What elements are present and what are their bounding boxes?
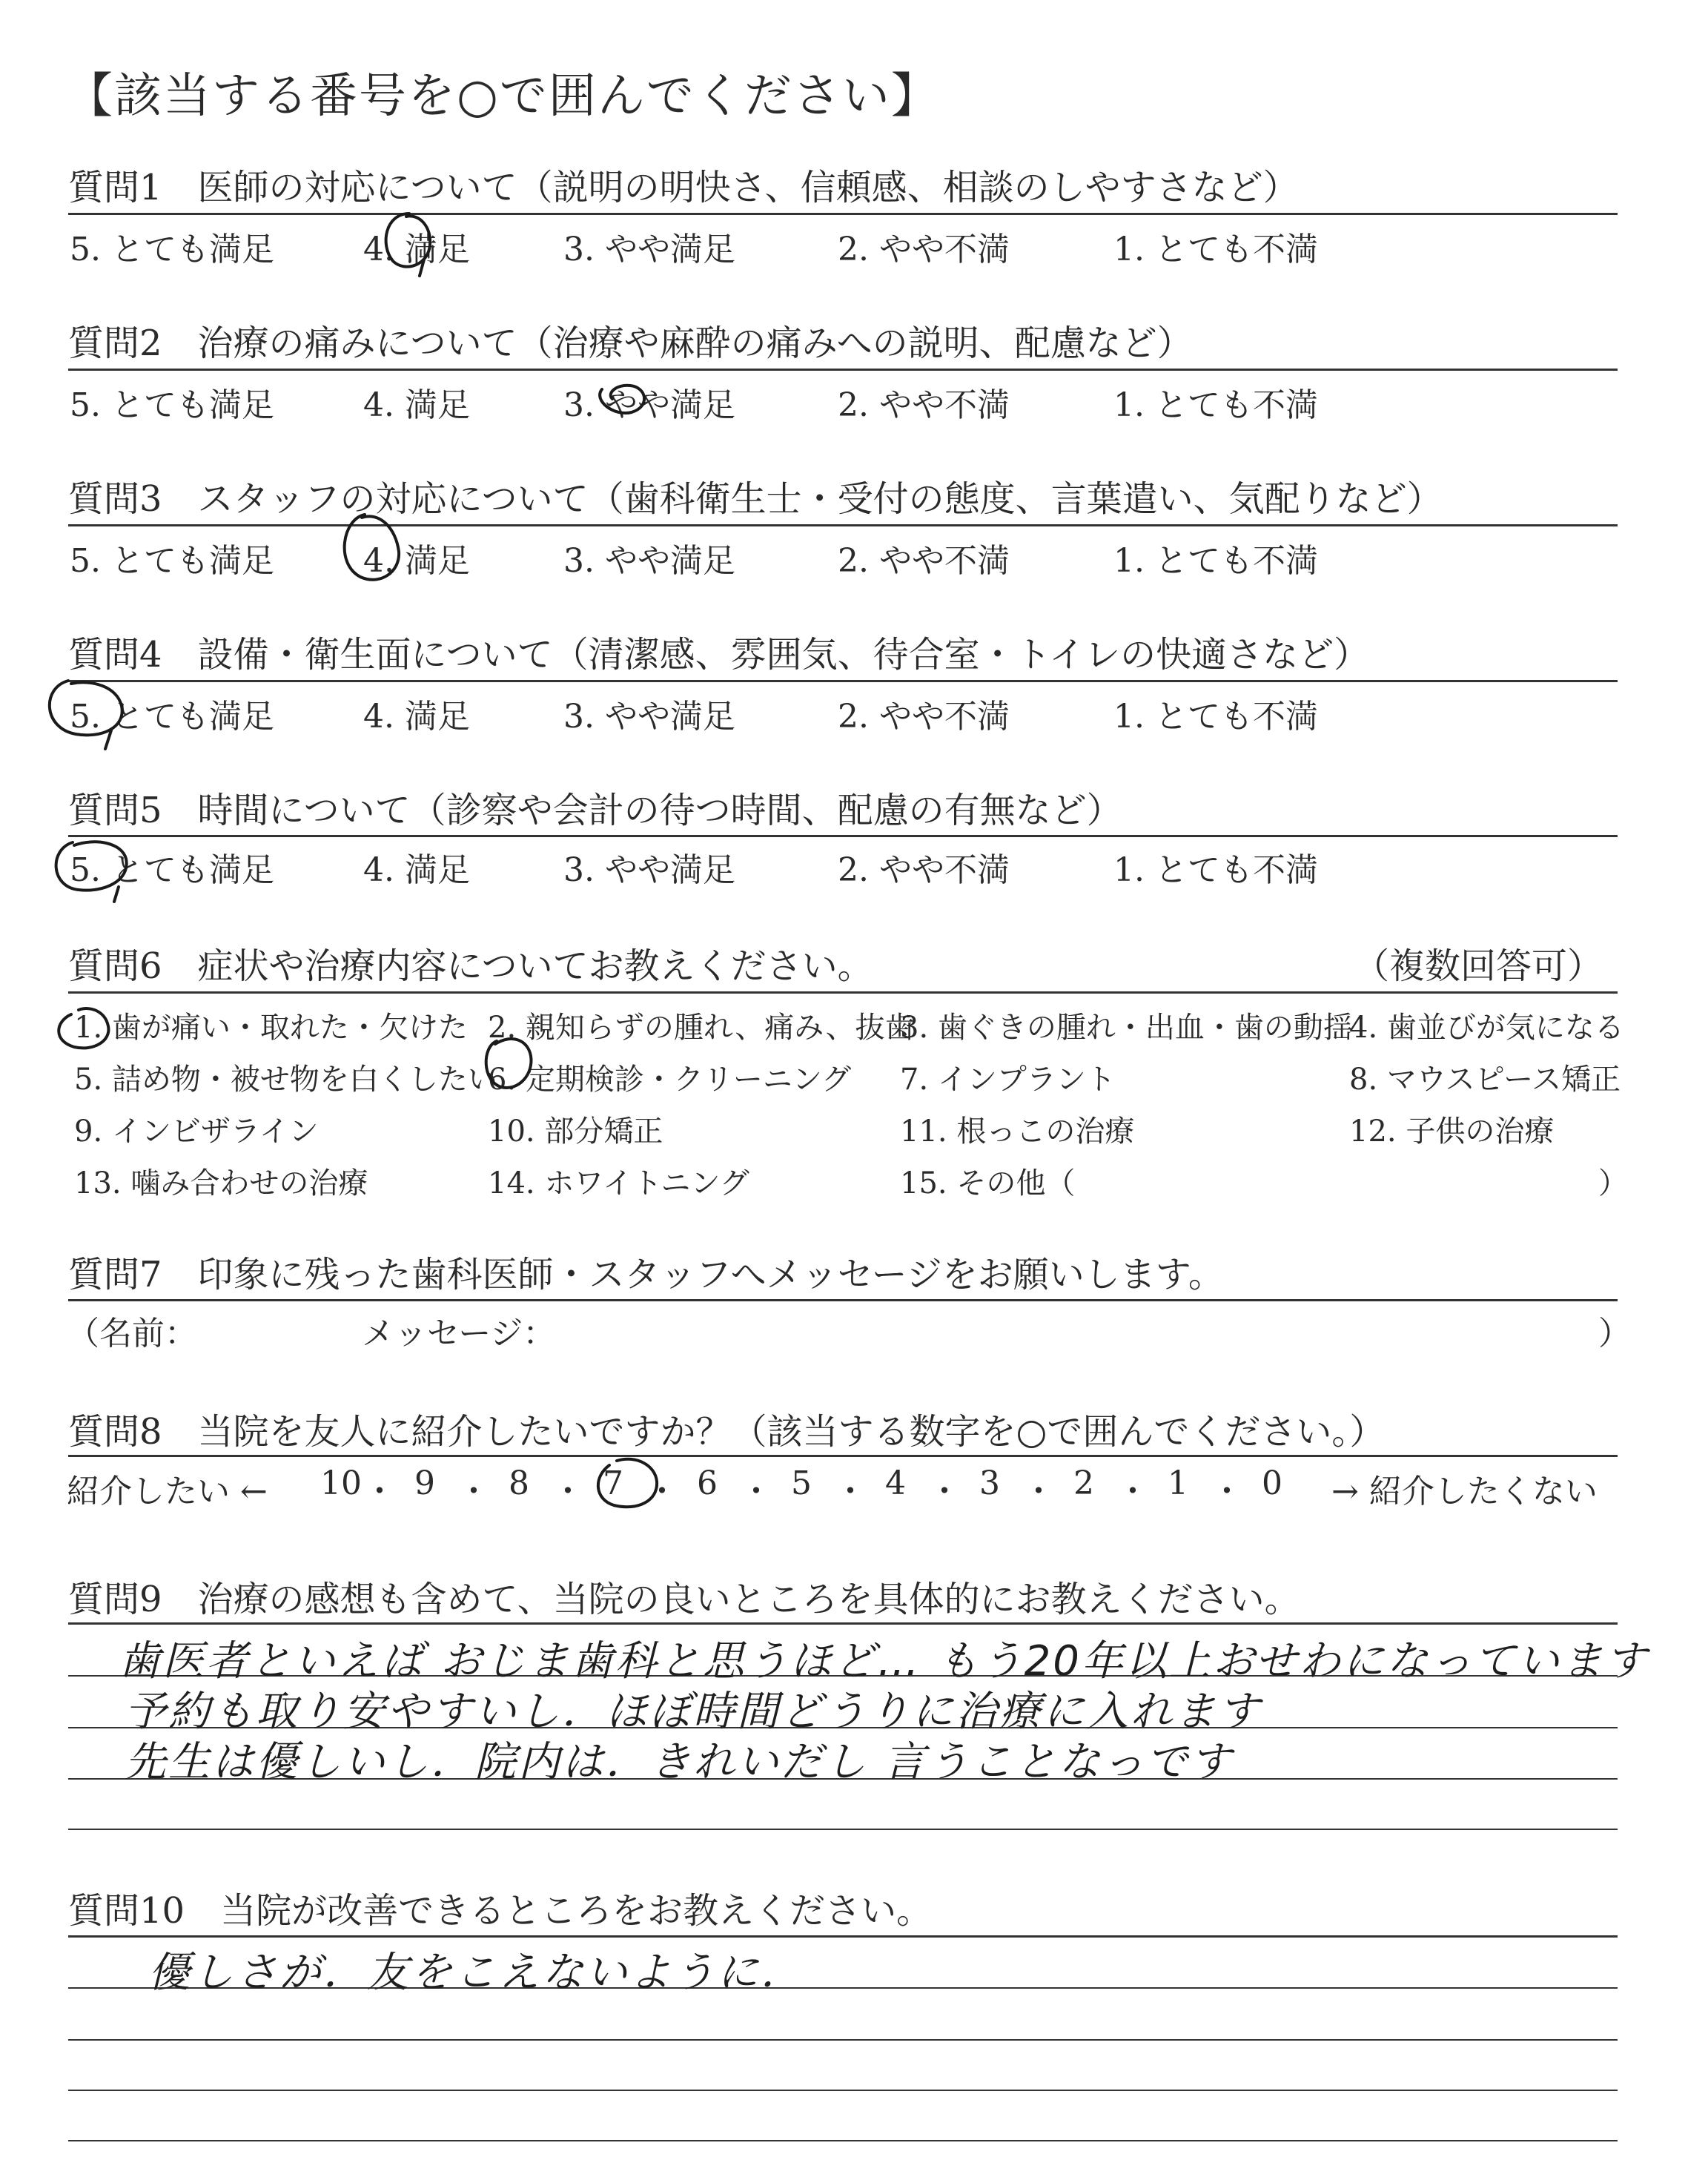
divider bbox=[68, 213, 1618, 215]
q6-option-6[interactable]: 6. 定期検診・クリーニング bbox=[488, 1063, 852, 1097]
q6-option-7[interactable]: 7. インプラント bbox=[900, 1063, 1116, 1097]
answer-line bbox=[68, 2039, 1618, 2041]
q6-option-3[interactable]: 3. 歯ぐきの腫れ・出血・歯の動揺 bbox=[900, 1011, 1353, 1045]
q1-option-4[interactable]: 4. 満足 bbox=[363, 231, 470, 268]
scale-separator: ・ bbox=[740, 1473, 772, 1510]
question-2-title: 質問2 治療の痛みについて（治療や麻酔の痛みへの説明、配慮など） bbox=[68, 323, 1193, 364]
q3-option-4[interactable]: 4. 満足 bbox=[363, 542, 470, 580]
recommend-right-label: → 紹介したくない bbox=[1331, 1473, 1598, 1510]
question-3-title: 質問3 スタッフの対応について（歯科衛生士・受付の態度、言葉遣い、気配りなど） bbox=[68, 478, 1443, 520]
scale-separator: ・ bbox=[457, 1473, 490, 1510]
scale-separator: ・ bbox=[646, 1473, 678, 1510]
divider bbox=[68, 835, 1618, 837]
q1-option-5[interactable]: 5. とても満足 bbox=[70, 231, 274, 268]
q6-option-5[interactable]: 5. 詰め物・被せ物を白くしたい bbox=[74, 1063, 497, 1097]
q6-option-4[interactable]: 4. 歯並びが気になる bbox=[1349, 1011, 1624, 1045]
recommend-score-4[interactable]: 4 bbox=[885, 1464, 906, 1502]
recommend-score-0[interactable]: 0 bbox=[1262, 1464, 1282, 1502]
q2-option-2[interactable]: 2. やや不満 bbox=[838, 386, 1010, 424]
divider bbox=[68, 369, 1618, 371]
recommend-score-3[interactable]: 3 bbox=[979, 1464, 1000, 1502]
divider bbox=[68, 1299, 1618, 1301]
q6-option-15[interactable]: 15. その他（ bbox=[900, 1166, 1076, 1200]
q4-option-5[interactable]: 5. とても満足 bbox=[70, 698, 274, 736]
q2-option-5[interactable]: 5. とても満足 bbox=[70, 386, 274, 424]
q6-option-10[interactable]: 10. 部分矯正 bbox=[488, 1114, 663, 1149]
answer-line bbox=[68, 2090, 1618, 2091]
recommend-score-5[interactable]: 5 bbox=[791, 1464, 812, 1502]
question-9-title: 質問9 治療の感想も含めて、当院の良いところを具体的にお教えください。 bbox=[68, 1579, 1300, 1620]
recommend-score-2[interactable]: 2 bbox=[1073, 1464, 1094, 1502]
recommend-score-7[interactable]: 7 bbox=[603, 1464, 623, 1502]
scale-separator: ・ bbox=[834, 1473, 867, 1510]
q5-option-3[interactable]: 3. やや満足 bbox=[563, 851, 735, 889]
scale-separator: ・ bbox=[928, 1473, 961, 1510]
answer-line bbox=[68, 1829, 1618, 1830]
question-4-title: 質問4 設備・衛生面について（清潔感、雰囲気、待合室・トイレの快適さなど） bbox=[68, 634, 1370, 676]
scale-separator: ・ bbox=[552, 1473, 584, 1510]
q1-option-1[interactable]: 1. とても不満 bbox=[1113, 231, 1318, 268]
scale-separator: ・ bbox=[363, 1473, 396, 1510]
q6-option-15-close: ） bbox=[1598, 1166, 1628, 1200]
question-8-title: 質問8 当院を友人に紹介したいですか？（該当する数字を○で囲んでください。） bbox=[68, 1411, 1386, 1453]
answer-line bbox=[68, 2140, 1618, 2141]
question-5-title: 質問5 時間について（診察や会計の待つ時間、配慮の有無など） bbox=[68, 790, 1122, 831]
q3-option-3[interactable]: 3. やや満足 bbox=[563, 542, 735, 580]
message-label: メッセージ： bbox=[362, 1315, 556, 1353]
divider bbox=[68, 1935, 1618, 1938]
q1-option-3[interactable]: 3. やや満足 bbox=[563, 231, 735, 268]
question-1-title: 質問1 医師の対応について（説明の明快さ、信頼感、相談のしやすさなど） bbox=[68, 167, 1299, 208]
divider bbox=[68, 1455, 1618, 1457]
q6-option-2[interactable]: 2. 親知らずの腫れ、痛み、抜歯 bbox=[488, 1011, 915, 1045]
q2-option-4[interactable]: 4. 満足 bbox=[363, 386, 470, 424]
q6-option-8[interactable]: 8. マウスピース矯正 bbox=[1349, 1063, 1621, 1097]
recommend-left-label: 紹介したい ← bbox=[67, 1473, 268, 1510]
q6-option-12[interactable]: 12. 子供の治療 bbox=[1349, 1114, 1555, 1149]
q2-option-3[interactable]: 3. やや満足 bbox=[563, 386, 735, 424]
q6-option-13[interactable]: 13. 噛み合わせの治療 bbox=[74, 1166, 368, 1200]
form-header: 【該当する番号を○で囲んでください】 bbox=[65, 69, 940, 124]
q5-option-1[interactable]: 1. とても不満 bbox=[1113, 851, 1318, 889]
q3-option-1[interactable]: 1. とても不満 bbox=[1113, 542, 1318, 580]
q2-option-1[interactable]: 1. とても不満 bbox=[1113, 386, 1318, 424]
question-10-title: 質問10 当院が改善できるところをお教えください。 bbox=[68, 1890, 933, 1932]
q4-option-3[interactable]: 3. やや満足 bbox=[563, 698, 735, 736]
q1-option-2[interactable]: 2. やや不満 bbox=[838, 231, 1010, 268]
q6-option-9[interactable]: 9. インビザライン bbox=[74, 1114, 319, 1149]
question-7-title: 質問7 印象に残った歯科医師・スタッフへメッセージをお願いします。 bbox=[68, 1254, 1224, 1295]
q5-option-5[interactable]: 5. とても満足 bbox=[70, 851, 274, 889]
q3-option-5[interactable]: 5. とても満足 bbox=[70, 542, 274, 580]
multiple-answers-note: （複数回答可） bbox=[1354, 945, 1603, 987]
q4-option-2[interactable]: 2. やや不満 bbox=[838, 698, 1010, 736]
q9-answer-line-3: 先生は優しいし．院内は．きれいだし 言うことなっです bbox=[125, 1738, 1234, 1786]
q6-option-1[interactable]: 1. 歯が痛い・取れた・欠けた bbox=[74, 1011, 468, 1045]
q10-answer-line-1: 優しさが．友をこえないように． bbox=[148, 1949, 804, 1997]
q5-option-2[interactable]: 2. やや不満 bbox=[838, 851, 1010, 889]
q3-option-2[interactable]: 2. やや不満 bbox=[838, 542, 1010, 580]
q5-option-4[interactable]: 4. 満足 bbox=[363, 851, 470, 889]
divider bbox=[68, 991, 1618, 994]
message-close: ） bbox=[1598, 1315, 1631, 1353]
q6-option-14[interactable]: 14. ホワイトニング bbox=[488, 1166, 749, 1200]
q9-answer-line-1: 歯医者といえば おじま歯科と思うほど… もう20年以上おせわになっています bbox=[119, 1637, 1649, 1685]
recommend-score-1[interactable]: 1 bbox=[1168, 1464, 1188, 1502]
q4-option-4[interactable]: 4. 満足 bbox=[363, 698, 470, 736]
name-label: （名前： bbox=[67, 1315, 197, 1353]
recommend-score-9[interactable]: 9 bbox=[414, 1464, 435, 1502]
scale-separator: ・ bbox=[1116, 1473, 1149, 1510]
recommend-score-10[interactable]: 10 bbox=[320, 1464, 362, 1502]
q4-option-1[interactable]: 1. とても不満 bbox=[1113, 698, 1318, 736]
divider bbox=[68, 1622, 1618, 1625]
recommend-score-6[interactable]: 6 bbox=[697, 1464, 718, 1502]
scale-separator: ・ bbox=[1211, 1473, 1243, 1510]
scale-separator: ・ bbox=[1022, 1473, 1055, 1510]
q6-option-11[interactable]: 11. 根っこの治療 bbox=[900, 1114, 1135, 1149]
q9-answer-line-2: 予約も取り安やすいし．ほぼ時間どうりに治療に入れます bbox=[125, 1688, 1262, 1736]
divider bbox=[68, 680, 1618, 682]
recommend-score-8[interactable]: 8 bbox=[509, 1464, 529, 1502]
question-6-title: 質問6 症状や治療内容についてお教えください。 bbox=[68, 945, 873, 987]
divider bbox=[68, 524, 1618, 526]
